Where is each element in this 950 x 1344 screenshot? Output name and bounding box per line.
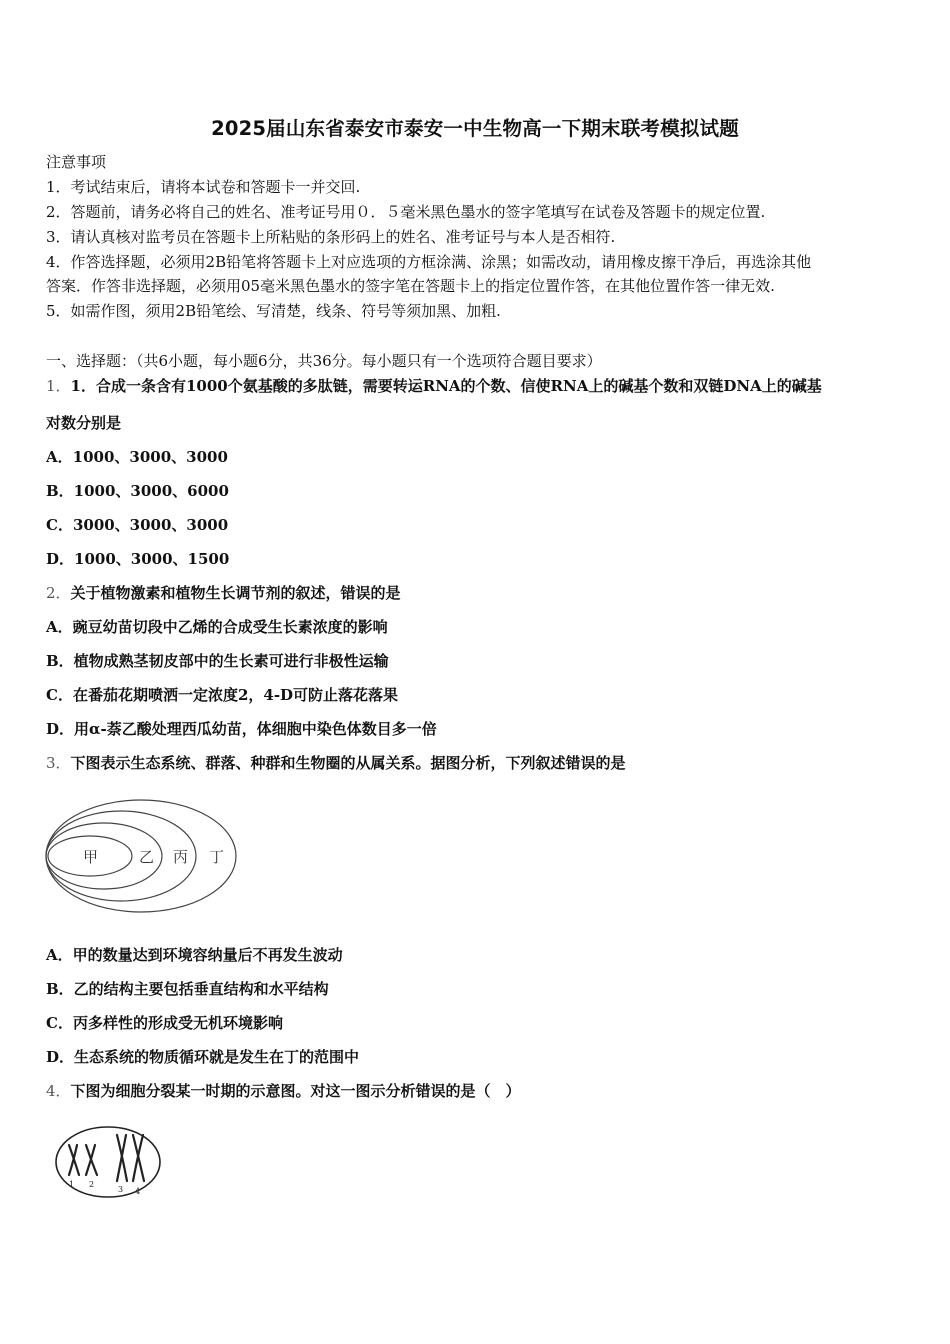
option-b: B．乙的结构主要包括垂直结构和水平结构 <box>46 980 329 998</box>
page-title: 2025届山东省泰安市泰安一中生物高一下期末联考模拟试题 <box>211 117 739 140</box>
chromosome-label-2: 2 <box>89 1180 95 1189</box>
question-text: 下图为细胞分裂某一时期的示意图。对这一图示分析错误的是（ ） <box>70 1082 521 1100</box>
notice-heading: 注意事项 <box>46 153 107 171</box>
label-bing: 丙 <box>173 848 189 866</box>
chromosome-label-3: 3 <box>118 1185 124 1194</box>
option-d: D．生态系统的物质循环就是发生在丁的范围中 <box>46 1048 360 1066</box>
option-d: D．1000、3000、1500 <box>46 550 230 568</box>
question-1-stem <box>46 376 822 396</box>
option-c: C．在番茄花期喷洒一定浓度2，4-D可防止落花落果 <box>46 686 399 704</box>
notice-item: 3．请认真核对监考员在答题卡上所粘贴的条形码上的姓名、准考证号与本人是否相符. <box>46 228 616 246</box>
question-3-stem <box>46 753 626 773</box>
option-a: A．豌豆幼苗切段中乙烯的合成受生长素浓度的影响 <box>46 618 388 636</box>
chromosome-label-1: 1 <box>69 1180 75 1189</box>
question-text: 下图表示生态系统、群落、种群和生物圈的从属关系。据图分析，下列叙述错误的是 <box>70 754 626 772</box>
chromosome-1 <box>69 1145 79 1175</box>
label-yi: 乙 <box>139 848 155 866</box>
cell-division-diagram <box>55 1125 165 1205</box>
option-c: C．3000、3000、3000 <box>46 516 229 534</box>
question-2-stem <box>46 583 401 603</box>
notice-item: 答案．作答非选择题，必须用05毫米黑色墨水的签字笔在答题卡上的指定位置作答，在其他位置作答一律无效. <box>46 277 775 295</box>
nested-ellipses-diagram <box>44 800 244 920</box>
chromosome-3 <box>117 1135 127 1181</box>
chromosome-label-4: 4 <box>135 1187 141 1196</box>
option-a: A．甲的数量达到环境容纳量后不再发生波动 <box>46 946 343 964</box>
question-number: 3． <box>46 754 71 772</box>
question-4-stem <box>46 1081 521 1101</box>
question-1-stem-cont: 对数分别是 <box>46 414 122 432</box>
label-ding: 丁 <box>209 848 225 866</box>
notice-item: 5．如需作图，须用2B铅笔绘、写清楚，线条、符号等须加黑、加粗. <box>46 302 501 320</box>
option-b: B．1000、3000、6000 <box>46 482 229 500</box>
chromosome-4 <box>133 1135 144 1181</box>
notice-item: 4．作答选择题，必须用2B铅笔将答题卡上对应选项的方框涂满、涂黑；如需改动，请用橡皮擦干净后，再选涂其他 <box>46 253 812 271</box>
section-heading: 一、选择题：（共6小题，每小题6分，共36分。每小题只有一个选项符合题目要求） <box>46 352 602 370</box>
label-jia: 甲 <box>83 848 99 866</box>
option-a: A．1000、3000、3000 <box>46 448 228 466</box>
question-number: 2． <box>46 584 71 602</box>
notice-item: 1．考试结束后，请将本试卷和答题卡一并交回. <box>46 178 361 196</box>
option-b: B．植物成熟茎韧皮部中的生长素可进行非极性运输 <box>46 652 389 670</box>
question-text: 关于植物激素和植物生长调节剂的叙述，错误的是 <box>70 584 401 602</box>
option-c: C．丙多样性的形成受无机环境影响 <box>46 1014 283 1032</box>
chromosome-2 <box>86 1145 97 1175</box>
notice-item: 2．答题前，请务必将自己的姓名、准考证号用０．５毫米黑色墨水的签字笔填写在试卷及答题卡的规定位置. <box>46 203 766 221</box>
question-number: 4． <box>46 1082 71 1100</box>
question-text: 1．合成一条含有1000个氨基酸的多肽链，需要转运RNA的个数、信使RNA上的碱基个数和双链DNA上的碱基 <box>70 377 822 395</box>
option-d: D．用α-萘乙酸处理西瓜幼苗，体细胞中染色体数目多一倍 <box>46 720 437 738</box>
question-number: 1． <box>46 377 71 395</box>
